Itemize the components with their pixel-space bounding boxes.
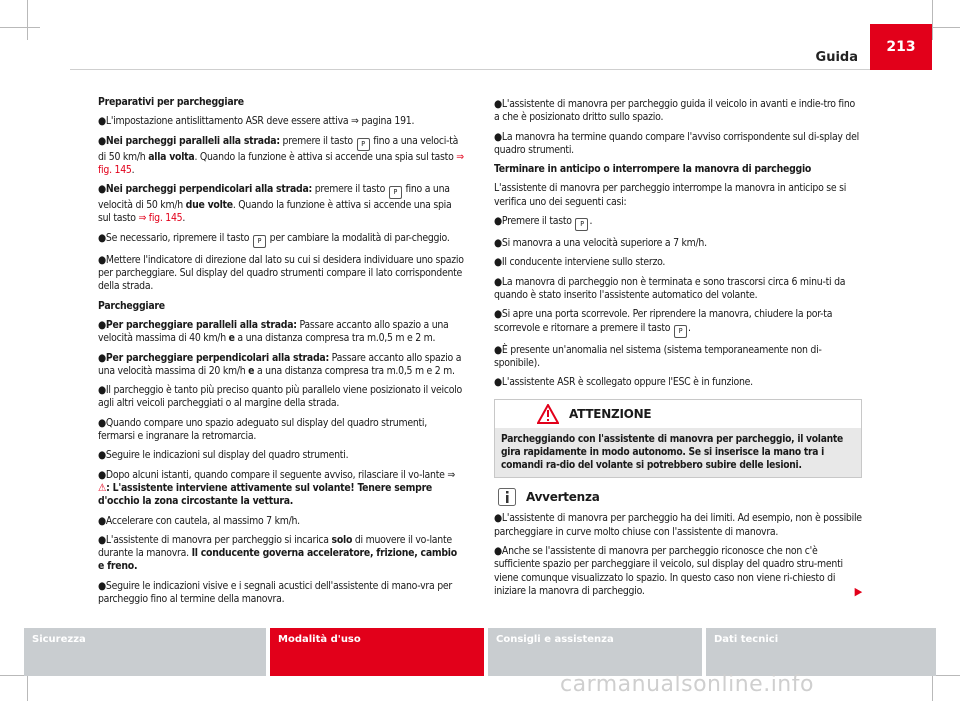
parking-key-icon: P bbox=[253, 235, 266, 248]
warning-triangle-icon[interactable]: ⚠ bbox=[98, 481, 107, 494]
left-column bbox=[98, 96, 466, 612]
list-item: ●L'assistente ASR è scollegato oppure l'ESC è in funzione. bbox=[494, 376, 753, 389]
parking-key-icon: P bbox=[575, 218, 588, 231]
list-item: ●Mettere l'indicatore di direzione dal lato su cui si desidera individuare uno spazio per parcheggiare. Sul display del quadro strumenti compare il lato corrispondente della strada. bbox=[98, 253, 464, 293]
note-title: Avvertenza bbox=[526, 489, 600, 504]
crop-mark bbox=[0, 27, 40, 28]
crop-mark bbox=[932, 0, 933, 40]
list-item: ●Nei parcheggi perpendicolari alla strada: premere il tasto P fino a una velocità di 50 km/h due volte. Quando la funzione è attiva si accende una spia sul tasto ⇒ fig. 145. bbox=[98, 183, 452, 225]
crop-mark bbox=[27, 0, 28, 40]
figure-link[interactable]: ⇒ fig. 145 bbox=[138, 212, 183, 225]
warning-box bbox=[494, 399, 862, 478]
list-item: ●Si manovra a una velocità superiore a 7 km/h. bbox=[494, 237, 707, 250]
page-number: 213 bbox=[870, 24, 932, 70]
list-item: ●La manovra ha termine quando compare l'avviso corrispondente sul di-splay del quadro strumenti. bbox=[494, 130, 859, 156]
list-item: ●Anche se l'assistente di manovra per parcheggio riconosce che non c'è sufficiente spazio per parcheggiare il veicolo, sul display del quadro stru-menti viene comunque visualizzato lo spazio. In questo caso non viene ri-chiesto di iniziare la manovra di parcheggio. ▶ bbox=[494, 545, 862, 598]
list-item: ●L'assistente di manovra per parcheggio ha dei limiti. Ad esempio, non è possibile parcheggiare in curve molto chiuse con l'assistente di manovra. bbox=[494, 512, 862, 538]
subheading: Terminare in anticipo o interrompere la manovra di parcheggio bbox=[494, 163, 812, 176]
list-item: ●Seguire le indicazioni sul display del quadro strumenti. bbox=[98, 449, 349, 462]
paragraph: L'assistente di manovra per parcheggio interrompe la manovra in anticipo se si verifica uno dei seguenti casi: bbox=[494, 182, 847, 208]
tab-modalita-uso[interactable]: Modalità d'uso bbox=[270, 628, 484, 676]
list-item: ●Per parcheggiare perpendicolari alla strada: Passare accanto allo spazio a una velocità massima di 20 km/h e a una distanza compresa tra m.0,5 m e 2 m. bbox=[98, 351, 462, 377]
list-item: ●Si apre una porta scorrevole. Per riprendere la manovra, chiudere la por-ta scorrevole e ritornare a premere il tasto P . bbox=[494, 308, 862, 337]
list-item: ●È presente un'anomalia nel sistema (sistema temporaneamente non di-sponibile). bbox=[494, 343, 822, 369]
list-item: ●Il parcheggio è tanto più preciso quanto più parallelo viene posizionato il veicolo agli altri veicoli parcheggiati o al margine della strada. bbox=[98, 384, 463, 410]
note-header bbox=[494, 488, 862, 506]
list-item: ●La manovra di parcheggio non è terminata e sono trascorsi circa 6 minu-ti da quando è stato inserito l'assistente automatico del volante. bbox=[494, 275, 846, 301]
section-title: Guida bbox=[815, 50, 858, 65]
list-item: ●Nei parcheggi paralleli alla strada: premere il tasto P fino a una veloci-tà di 50 km/h alla volta. Quando la funzione è attiva si accende una spia sul tasto ⇒ fig. 145. bbox=[98, 134, 464, 176]
tab-consigli-assistenza[interactable]: Consigli e assistenza bbox=[488, 628, 702, 676]
list-item: ●Il conducente interviene sullo sterzo. bbox=[494, 256, 666, 269]
figure-link[interactable]: ⇒ fig. 145 bbox=[98, 150, 464, 176]
parking-key-icon: P bbox=[389, 186, 402, 199]
list-item: ●Quando compare uno spazio adeguato sul display del quadro strumenti, fermarsi e ingranare la retromarcia. bbox=[98, 416, 427, 443]
info-icon bbox=[498, 488, 516, 506]
right-column bbox=[494, 98, 862, 604]
list-item: ●Se necessario, ripremere il tasto P per cambiare la modalità di par-cheggio. bbox=[98, 232, 466, 248]
list-item: ●L'assistente di manovra per parcheggio guida il veicolo in avanti e indie-tro fino a che è posizionato dritto sullo spazio. bbox=[494, 98, 855, 124]
parking-key-icon: P bbox=[357, 138, 370, 151]
list-item: ●L'assistente di manovra per parcheggio si incarica solo di muovere il vo-lante durante la manovra. Il conducente governa acceleratore, frizione, cambio e freno. bbox=[98, 533, 457, 573]
subheading: Parcheggiare bbox=[98, 299, 165, 312]
warning-text: Parcheggiando con l'assistente di manovra per parcheggio, il volante gira rapidamente in modo autonomo. Se si inserisce la mano tra i comandi ra-dio del volante si potrebbero subire delle lesioni. bbox=[495, 428, 861, 477]
continue-arrow-icon: ▶ bbox=[854, 584, 862, 598]
list-item: ●Accelerare con cautela, al massimo 7 km/h. bbox=[98, 514, 300, 527]
list-item: ●Dopo alcuni istanti, quando compare il seguente avviso, rilasciare il vo-lante ⇒ ⚠: L'assistente interviene attivamente sul volante! Tenere sempre d'occhio la zona circostante la vettura. bbox=[98, 468, 455, 508]
footer-tabs bbox=[24, 628, 936, 676]
parking-key-icon: P bbox=[674, 325, 687, 338]
list-item: ●Seguire le indicazioni visive e i segnali acustici dell'assistente di mano-vra per parcheggio fino al termine della manovra. bbox=[98, 579, 452, 606]
list-item: ●L'impostazione antislittamento ASR deve essere attiva ⇒ pagina 191. bbox=[98, 115, 415, 128]
warning-title: ATTENZIONE bbox=[569, 406, 652, 421]
tab-sicurezza[interactable]: Sicurezza bbox=[24, 628, 266, 676]
warning-triangle-icon bbox=[537, 404, 559, 424]
subheading: Preparativi per parcheggiare bbox=[98, 96, 244, 108]
list-item: ●Per parcheggiare paralleli alla strada: Passare accanto allo spazio a una velocità massima di 40 km/h e a una distanza compresa tra m.0,5 m e 2 m. bbox=[98, 318, 449, 345]
header-rule bbox=[70, 69, 932, 70]
tab-dati-tecnici[interactable]: Dati tecnici bbox=[706, 628, 936, 676]
warning-header bbox=[495, 400, 861, 428]
list-item: ●Premere il tasto P . bbox=[494, 215, 862, 231]
watermark: carmanualsonline.info bbox=[560, 672, 814, 697]
